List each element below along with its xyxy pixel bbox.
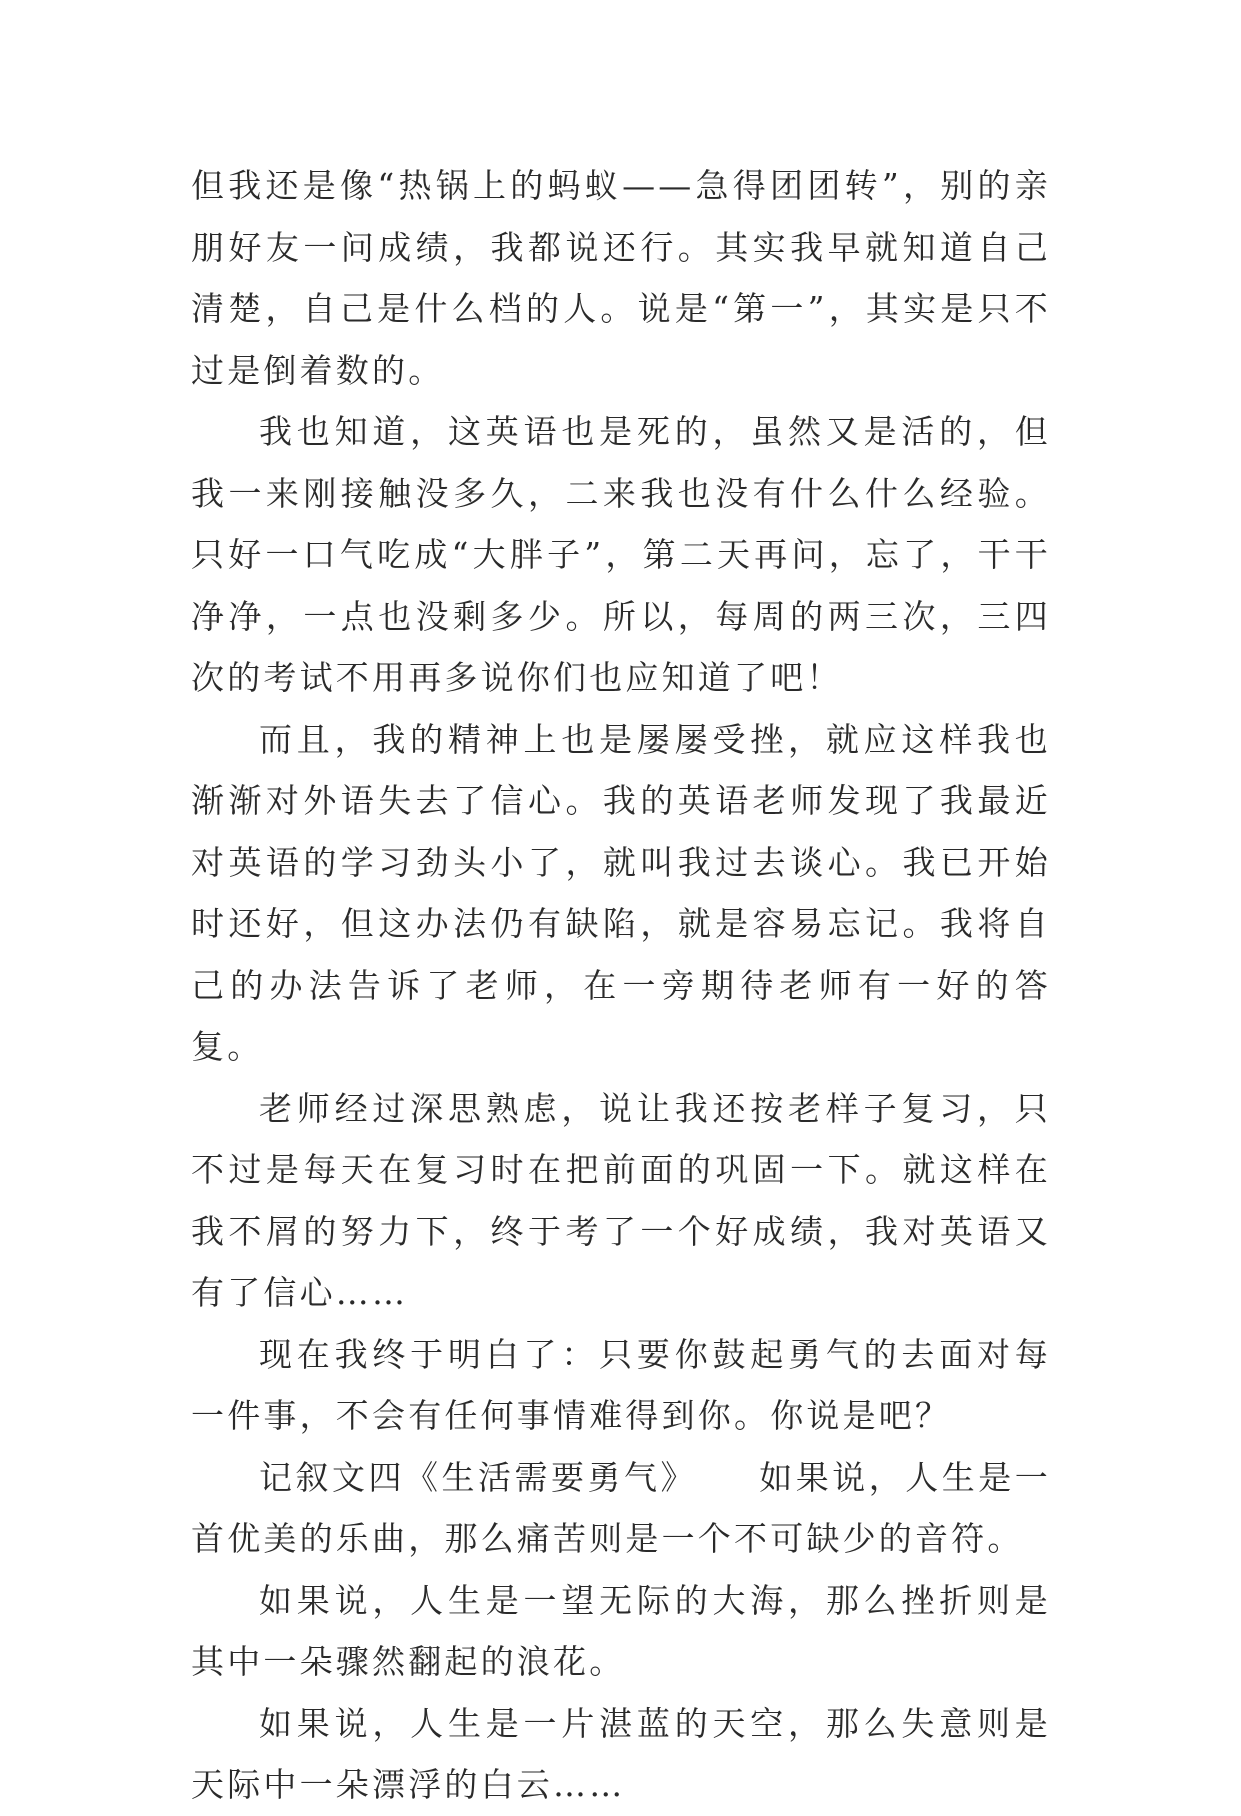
paragraph-1: 但我还是像“热锅上的蚂蚁——急得团团转”，别的亲朋好友一问成绩，我都说还行。其实我早就知道自己清楚，自己是什么档的人。说是“第一”，其实是只不过是倒着数的。 <box>191 166 1051 390</box>
paragraph-2: 我也知道，这英语也是死的，虽然又是活的，但我一来刚接触没多久，二来我也没有什么什么经验。只好一口气吃成“大胖子”，第二天再问，忘了，干干净净，一点也没剩多少。所以，每周的两三次，三四次的考试不用再多说你们也应知道了吧！ <box>191 412 1051 697</box>
paragraph-5: 现在我终于明白了：只要你鼓起勇气的去面对每一件事，不会有任何事情难得到你。你说是吧？ <box>191 1334 1051 1435</box>
paragraph-sky: 如果说，人生是一片湛蓝的天空，那么失意则是天际中一朵漂浮的白云…… <box>191 1703 1051 1804</box>
document-body <box>191 155 1051 1816</box>
essay-intro-paragraph <box>191 1447 1051 1570</box>
paragraph-4: 老师经过深思熟虑，说让我还按老样子复习，只不过是每天在复习时在把前面的巩固一下。就这样在我不屑的努力下，终于考了一个好成绩，我对英语又有了信心…… <box>191 1088 1051 1312</box>
paragraph-sea: 如果说，人生是一望无际的大海，那么挫折则是其中一朵骤然翻起的浪花。 <box>191 1580 1051 1681</box>
essay-first-sentence: 如果说，人生是一首优美的乐曲，那么痛苦则是一个不可缺少的音符。 <box>191 1457 1051 1558</box>
essay-heading: 记叙文四《生活需要勇气》 <box>259 1457 697 1497</box>
paragraph-3: 而且，我的精神上也是屡屡受挫，就应这样我也渐渐对外语失去了信心。我的英语老师发现了我最近对英语的学习劲头小了，就叫我过去谈心。我已开始时还好，但这办法仍有缺陷，就是容易忘记。我将自己的办法告诉了老师，在一旁期待老师有一好的答复。 <box>191 719 1051 1066</box>
